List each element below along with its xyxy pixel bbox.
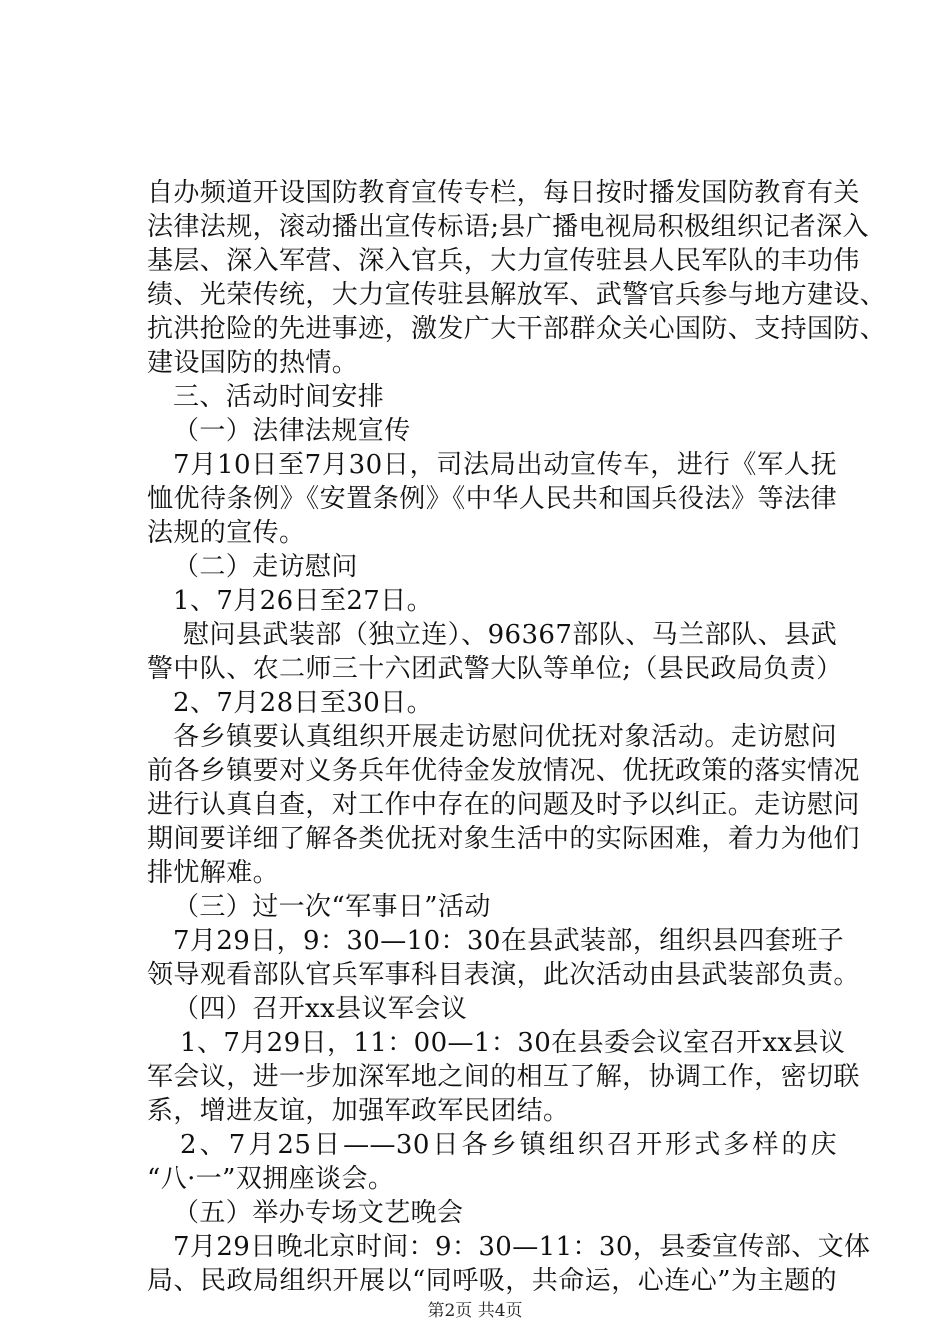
paragraph-line: 军会议，进一步加深军地之间的相互了解，协调工作，密切联 [147, 1062, 860, 1092]
paragraph-line: 法规的宣传。 [147, 518, 306, 548]
section-heading: 三、活动时间安排 [173, 382, 385, 412]
subsection-heading: （一）法律法规宣传 [173, 416, 411, 446]
paragraph-line: 恤优待条例》《安置条例》《中华人民共和国兵役法》等法律 [147, 484, 837, 514]
paragraph-line: 领导观看部队官兵军事科目表演，此次活动由县武装部负责。 [147, 960, 860, 990]
paragraph-line: 排忧解难。 [147, 858, 280, 888]
paragraph-line: 自办频道开设国防教育宣传专栏，每日按时播发国防教育有关 [147, 178, 860, 208]
paragraph-line: 建设国防的热情。 [147, 348, 359, 378]
paragraph-line: 7月10日至7月30日，司法局出动宣传车，进行《军人抚 [173, 450, 837, 480]
subsection-heading: （五）举办专场文艺晚会 [173, 1198, 464, 1228]
list-item-heading: 2、7月28日至30日。 [173, 688, 434, 718]
subsection-heading: （三）过一次“军事日”活动 [173, 892, 491, 922]
paragraph-line: 警中队、农二师三十六团武警大队等单位;（县民政局负责） [147, 654, 843, 684]
paragraph-line: 7月29日晚北京时间：9：30—11：30，县委宣传部、文体 [173, 1232, 871, 1262]
paragraph-line: 7月29日，9：30—10：30在县武装部，组织县四套班子 [173, 926, 845, 956]
paragraph-line: “八·一”双拥座谈会。 [147, 1164, 395, 1194]
paragraph-line: 慰问县武装部（独立连）、96367部队、马兰部队、县武 [183, 620, 837, 650]
page-number-footer: 第2页 共4页 [427, 1301, 523, 1321]
paragraph-line: 各乡镇要认真组织开展走访慰问优抚对象活动。走访慰问 [173, 722, 837, 752]
paragraph-line: 系，增进友谊，加强军政军民团结。 [147, 1096, 570, 1126]
paragraph-line: 绩、光荣传统，大力宣传驻县解放军、武警官兵参与地方建设、 [147, 280, 887, 310]
paragraph-line: 局、民政局组织开展以“同呼吸，共命运，心连心”为主题的 [147, 1266, 837, 1296]
subsection-heading: （四）召开xx县议军会议 [173, 994, 468, 1024]
paragraph-line: 1、7月29日，11：00—1：30在县委会议室召开xx县议 [180, 1028, 846, 1058]
paragraph-line: 期间要详细了解各类优抚对象生活中的实际困难，着力为他们 [147, 824, 860, 854]
list-item-heading: 1、7月26日至27日。 [173, 586, 434, 616]
subsection-heading: （二）走访慰问 [173, 552, 358, 582]
paragraph-line: 抗洪抢险的先进事迹，激发广大干部群众关心国防、支持国防、 [147, 314, 887, 344]
paragraph-line: 进行认真自查，对工作中存在的问题及时予以纠正。走访慰问 [147, 790, 860, 820]
paragraph-line: 法律法规，滚动播出宣传标语;县广播电视局积极组织记者深入 [147, 212, 869, 242]
paragraph-line: 2、7月25日——30日各乡镇组织召开形式多样的庆 [180, 1130, 837, 1160]
paragraph-line: 前各乡镇要对义务兵年优待金发放情况、优抚政策的落实情况 [147, 756, 860, 786]
paragraph-line: 基层、深入军营、深入官兵，大力宣传驻县人民军队的丰功伟 [147, 246, 860, 276]
